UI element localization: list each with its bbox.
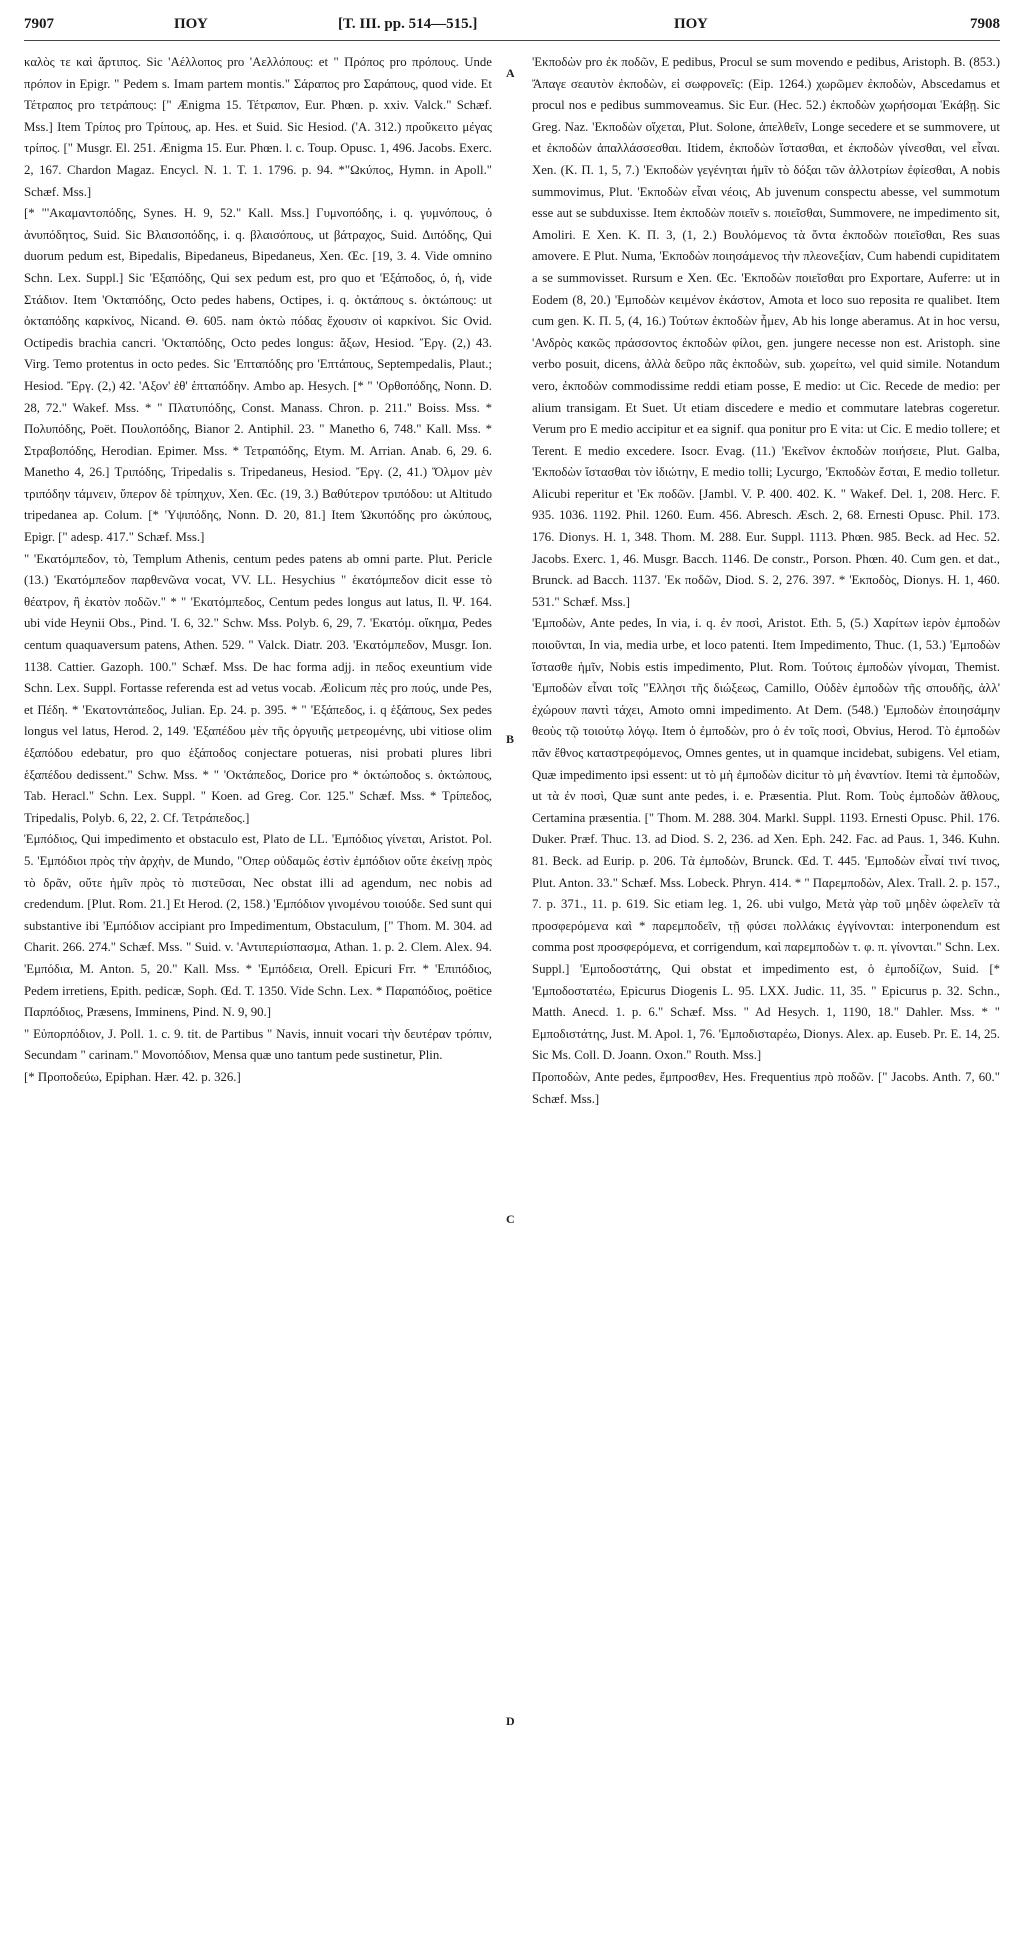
page-header <box>24 16 1000 46</box>
margin-letter-c: C <box>506 1212 515 1226</box>
margin-letter-a: A <box>506 66 515 80</box>
entry-paragraph: [* Προποδεύω, Epiphan. Hær. 42. p. 326.] <box>24 1069 241 1084</box>
right-column <box>532 52 1000 1110</box>
running-headword-left: ΠΟΥ <box>174 16 208 32</box>
running-headword-right: ΠΟΥ <box>674 16 708 32</box>
page-number-right: 7908 <box>970 16 1000 32</box>
volume-reference: [T. III. pp. 514—515.] <box>338 16 478 32</box>
left-column <box>24 52 492 1089</box>
entry-paragraph: καλὸς τε καὶ ἄρτιπος. Sic 'Αέλλοπος pro 'Αελλόπους: et " Πρόπος pro πρόπους. Unde πρόπον in Epigr. " Pedem s. Imam partem montis." Σάραπος pro Σαράπους, quod vide. Et Τέτραπος pro τετράπους: [" Ænigma 15. Τέτραπον, Eur. Phœn. p. xxiv. Valck." Schæf. Mss.] Item Τρίπος pro Τρίπους, ap. Hes. et Suid. Sic Hesiod. ('Α. 312.) πρoὔκειτο μέγας τρίπος. [" Musgr. El. 251. Ænigma 15. Eur. Phœn. l. c. Toup. Opusc. 1, 496. Jacobs. Exerc. 2, 167. Chardon Magaz. Encycl. N. 1. T. 1. 1796. p. 94. *"Ωκύπος, Hymn. in Apoll." Schæf. Mss.] <box>24 55 492 199</box>
entry-paragraph: Ἐμπόδιος, Qui impedimento et obstaculo est, Plato de LL. 'Εμπόδιος γίνεται, Aristot. Pol. 5. 'Εμπόδιοι πρὸς τὴν ἀρχὴν, de Mundo, "Οπερ οὐδαμῶς ἐστὶν ἐμπόδιον οὔτε ἐκείνῃ πρὸς τὸ δρᾶν, οὔτε ἡμῖν πρὸς τὸ πιστεῦσαι, Nec obstat illi ad agendum, nec nobis ad credendum. [Plut. Rom. 21.] Et Herod. (2, 158.) 'Εμπόδιον γινομένου τοιούδε. Sed sunt qui substantive ibi 'Εμπόδιον accipiant pro Impedimentum, Obstaculum, [" Thom. M. 304. ad Charit. 266. 274." Schæf. Mss. " Suid. v. 'Αντιπεριίσπασμα, Athan. 1. p. 2. Clem. Alex. 94. 'Εμπόδια, M. Anton. 5, 20." Kall. Mss. * 'Εμπόδεια, Orell. Epicuri Frr. * 'Επιπόδιος, Pedem irretiens, Epith. pedicæ, Soph. Œd. T. 1350. Vide Schn. Lex. * Παραπόδιος, poëtice Παρπόδιος, Præsens, Imminens, Pind. N. 9, 90.] <box>24 832 492 1020</box>
entry-paragraph: " 'Εκατόμπεδον, τὸ, Templum Athenis, centum pedes patens ab omni parte. Plut. Pericle (13.) Ἑκατόμπεδον παρθενῶνα vocat, VV. LL. Hesychius " ἑκατόμπεδον dicit esse τὸ θέατρον, ἢ ἑκατὸν ποδῶν." * " 'Εκατόμπεδος, Centum pedes longus aut latus, Il. Ψ. 164. ubi vide Heynii Obs., Pind. 'Ι. 6, 32." Schw. Mss. Polyb. 6, 29, 7. 'Εκατόμ. οἴκημα, Pedes centum quaquaversum patens, Athen. 529. " Valck. Diatr. 203. 'Εκατόμπεδον, Musgr. Ion. 1138. Cattier. Gazoph. 100." Schæf. Mss. De hac forma adjj. in πεδος exeuntium vide Schn. Lex. Suppl. Fortasse referenda est ad vetus vocab. Æolicum πὲς pro πούς, unde Pes, et Πέδη. * 'Εκατοντάπεδος, Julian. Ep. 24. p. 395. * " 'Εξάπεδος, i. q ἑξάπους, Sex pedes longus vel latus, Herod. 2, 149. 'Εξαπέδου μὲν τῆς ὀργυιῆς μετρεομένης, ubi vitiose olim ἑξαπόδου edebatur, pro quo ἑξάποδος conjectare potueras, nisi probati plures libri ἑξαπέδου dedissent." Schw. Mss. * " 'Οκτάπεδος, Dorice pro * ὀκτώποδος s. ὀκτώπους, Tab. Heracl." Schn. Lex. Suppl. " Koen. ad Greg. Cor. 125." Schæf. Mss. * Τρίπεδος, Tripedalis, Polyb. 6, 22, 2. Cf. Τετράπεδος.] <box>24 551 492 825</box>
entry-paragraph: Προποδὼν, Ante pedes, ἔμπροσθεν, Hes. Frequentius πρὸ ποδῶν. [" Jacobs. Anth. 7, 60." Schæf. Mss.] <box>532 1069 1000 1106</box>
page-number-left: 7907 <box>24 16 54 32</box>
header-rule <box>24 40 1000 41</box>
entry-paragraph: [* "'Ακαμαντοπόδης, Synes. H. 9, 52." Kall. Mss.] Γυμνοπόδης, i. q. γυμνόπους, ὁ ἀνυπόδητος, Suid. Sic Βλαισοπόδης, i. q. βλαισόπους, ut βάτραχος, Suid. Διπόδης, Qui duorum pedum est, Bipedalis, Bipedaneus, Bipedaneus, Xen. Œc. [19, 3. 4. Vide omnino Schn. Lex. Suppl.] Sic 'Εξαπόδης, Qui sex pedum est, pro quo et 'Εξάποδος, ὁ, ἡ, vide Στάδιον. Item 'Οκταπόδης, Octo pedes habens, Octipes, i. q. ὀκτάπους s. ὀκτώπους: ut ὀκταπόδης καρκίνος, Nicand. Θ. 605. nam ὀκτὼ πόδας ἔχουσιν οἱ καρκίνοι. Sic Ovid. Octipedis brachia cancri. 'Οκταπόδης, Octo pedes longus: ἄξων, Hesiod. Ἔργ. (2,) 43. Virg. Temo protentus in octo pedes. Sic 'Επταπόδης pro 'Επτάπους, Septempedalis, Plaut.; Hesiod. Ἔργ. (2,) 42. 'Αξον' ἐθ' ἑπταπόδην. Ambo ap. Hesych. [* " 'Ορθοπόδης, Nonn. D. 28, 72." Wakef. Mss. * " Πλατυπόδης, Const. Manass. Chron. p. 211." Boiss. Mss. * Πολυπόδης, Poët. Πουλοπόδης, Bianor 2. Antiphil. 23. " Manetho 6, 748." Kall. Mss. * Στραβοπόδης, Herodian. Epimer. Mss. * Τετραπόδης, Etym. M. Arrian. Anab. 6, 29. 6. Manetho 4, 26.] Τριπόδης, Tripedalis s. Tripedaneus, Hesiod. Ἔργ. (2, 41.) Ὅλμον μὲν τριπόδην τάμνειν, ὕπερον δὲ τρίπηχυν, Xen. Œc. (19, 3.) Βαθύτερον τριπόδου: ut Altitudo tripedanea ap. Colum. [* 'Υψιπόδης, Nonn. D. 20, 81.] Item Ὠκυπόδης pro ὠκύπους, Epigr. [" adesp. 417." Schæf. Mss.] <box>24 206 492 545</box>
margin-letter-d: D <box>506 1714 515 1728</box>
entry-paragraph: 'Εμποδὼν, Ante pedes, In via, i. q. ἐν ποσὶ, Aristot. Eth. 5, (5.) Χαρίτων ἱερὸν ἐμποδὼν ποιοῦνται, In via, media urbe, et loco patenti. Item Impedimento, Thuc. (1, 53.) 'Εμποδὼν ἵστασθε ἡμῖν, Nobis estis impedimento, Plut. Rom. Τούτοις ἐμποδὼν γίνομαι, Themist. 'Εμποδὼν εἶναι τοῖς "Ελλησι τῆς διώξεως, Camillo, Οὐδὲν ἐμποδὼν τῆς σπουδῆς, ἀλλ' ἐχώρουν παντὶ τάχει, Amoto omni impedimento. At Dem. (548.) 'Εμποδὼν ἐποιησάμην θεοὺς τῷ τοιούτῳ λόγῳ. Item ὁ ἐμποδὼν, pro ὁ ἐν τοῖς ποσὶ, Obvius, Herod. Τὸ ἐμποδὼν πᾶν ἔθνος καταστρεφόμενος, Omnes gentes, ut in quamque incidebat, subigens. Vel etiam, Quæ impedimento ipsi essent: ut τὸ μὴ ἐμποδὼν dicitur τὸ μὴ ἐναντίον. Itemi τὰ ἐμποδὼν, ut τὰ ἐν ποσὶ, Quæ sunt ante pedes, i. e. Præsentia. Plut. Rom. Τοὺς ἐμποδὼν ἄθλους, Certamina præsentia. [" Thom. M. 288. 304. Markl. Suppl. 1193. Ernesti Opusc. Phil. 176. Duker. Præf. Thuc. 13. ad Diod. S. 2, 236. ad Xen. Eph. 242. Fac. ad Paus. 1, 346. Kuhn. 81. Beck. ad Eurip. p. 206. Τὰ ἐμποδὼν, Brunck. Œd. T. 445. 'Εμποδὼν εἶναί τινί τινος, Plut. Anton. 33." Schæf. Mss. Lobeck. Phryn. 414. * " Παρεμποδὼν, Alex. Trall. 2. p. 157., 7. p. 371., 11. p. 619. Sic etiam leg. 1, 26. ubi vulgo, Μετὰ γὰρ τοῦ μηδὲν ὠφελεῖν τὰ προσφερόμενα καὶ * παρεμποδεῖν, τῇ φύσει πολλάκις ἐγγίνονται: interponendum est comma post προσφερόμενα, et corrigendum, καὶ παρεμποδὼν τ. φ. π. γίνονται." Schn. Lex. Suppl.] 'Εμποδοστάτης, Qui obstat et impedimento est, ὁ ἐμποδίζων, Suid. [* 'Εμποδοστατέω, Epicurus Diogenis L. 95. LXX. Judic. 11, 35. " Epicurus p. 32. Schn., Matth. Anecd. 1. p. 6." Schæf. Mss. " Ad Hesych. 1, 1190, 18." Dahler. Mss. * " Εμποδιστάτης, Just. M. Apol. 1, 76. 'Εμποδισταρέω, Dionys. Alex. ap. Euseb. Pr. E. 14, 25. Sic Ms. Coll. D. Joann. Oxon." Routh. Mss.] <box>532 616 1000 1063</box>
entry-paragraph: " Εὐπορπόδιον, J. Poll. 1. c. 9. tit. de Partibus " Navis, innuit vocari τὴν δευτέραν τρόπιν, Secundam " carinam." Μονοπόδιον, Mensa quæ uno tantum pede sustinetur, Plin. <box>24 1026 492 1063</box>
entry-paragraph: 'Εκποδὼν pro ἐκ ποδῶν, E pedibus, Procul se sum movendo e pedibus, Aristoph. B. (853.) Ἄπαγε σεαυτὸν ἐκποδὼν, εἰ σωφρονεῖς: (Eip. 1264.) χωρῶμεν ἐκποδὼν, Abscedamus et procul nos e pedibus summoveamus. Sic Eur. (Hec. 52.) ἐκποδὼν χωρήσομαι Ἑκάβῃ. Sic Greg. Naz. 'Εκποδὼν οἴχεται, Plut. Solone, ἀπελθεῖν, Longe secedere et se summovere, ut et ἐκποδὼν ἀπαλλάσσεσθαι. Itidem, ἐκποδὼν ἵστασθαι, et ἐκποδὼν γίνεσθαι, vel εἶναι. Xen. (K. Π. 1, 5, 7.) 'Εκποδὼν γεγένηται ἡμῖν τὸ δόξαι τῶν ἀλλοτρίων ἐφίεσθαι, A nobis summovimus, Plut. 'Εκποδὼν εἶναι νέοις, Ab juvenum conspectu abesse, vel summotum esse aut se subduxisse. Item ἐκποδὼν ποιεῖν s. ποιεῖσθαι, Summovere, ne impedimento sit, Amoliri. E Xen. K. Π. 3, (1, 2.) Βουλόμενος τὰ ὄντα ἐκποδὼν ποιεῖσθαι, Res suas amovere. E Plut. Numa, 'Εκποδὼν ποιησάμενος τὴν πλεονεξίαν, Cum habendi cupiditatem a se summovisset. Rursum e Xen. Œc. 'Εκποδὼν ποιεῖσθαι pro Exportare, Auferre: ut in Eodem (8, 20.) 'Εμποδὼν κειμένον ἑκάστον, Amota et loco suo reposita re qualibet. Item cum gen. K. Π. 5, (4, 16.) Τούτων ἐκποδὼν ἦμεν, Ab his longe aberamus. At in hoc versu, 'Ανδρὸς κακῶς πράσσοντος ἐκποδὼν φίλοι, gen. jungere necesse non est. Aristoph. sine verbo posuit, dicens, ἀλλὰ δεῦρο πᾶς ἐκποδὼν, sub. χωρείτω, vel quid simile. Notandum vero, ἐκποδὼν commodissime reddi etiam posse, E medio: ut Cic. Recede de medio: per alium transigam. Et Suet. Ut etiam discedere e medio et commutare latebras cogeretur. Verum pro E medio accipitur et ea signif. qua ponitur pro E vita: ut Cic. E medio tollere; et Terent. E medio excedere. Isocr. Evag. (11.) 'Εκεῖνον ἐκποδὼν ποιήσειε, Plut. Galba, 'Εκποδὼν ἵστασθαι τὸν ἰδιώτην, E medio tolli; Lycurgo, 'Εκποδὼν ἔσται, E medio tolletur. Alicubi reperitur et 'Εκ ποδῶν. [Jambl. V. P. 400. 402. K. " Wakef. Del. 1, 208. Herc. F. 935. 1036. 1192. Phil. 1260. Eum. 456. Abresch. Æsch. 2, 68. Ernesti Opusc. Phil. 173. 176. Dionys. H. 1, 348. Thom. M. 288. Eur. Suppl. 1113. Phœn. 985. Beck. ad Hec. 52. Jacobs. Exerc. 1, 46. Musgr. Bacch. 1146. De constr., Porson. Phœn. 40. Cum gen. et dat., Brunck. ad Bacch. 1137. 'Εκ ποδῶν, Diod. S. 2, 276. 397. * 'Εκποδὸς, Dionys. H. 1, 460. 531." Schæf. Mss.] <box>532 55 1000 609</box>
margin-letter-b: B <box>506 732 515 746</box>
